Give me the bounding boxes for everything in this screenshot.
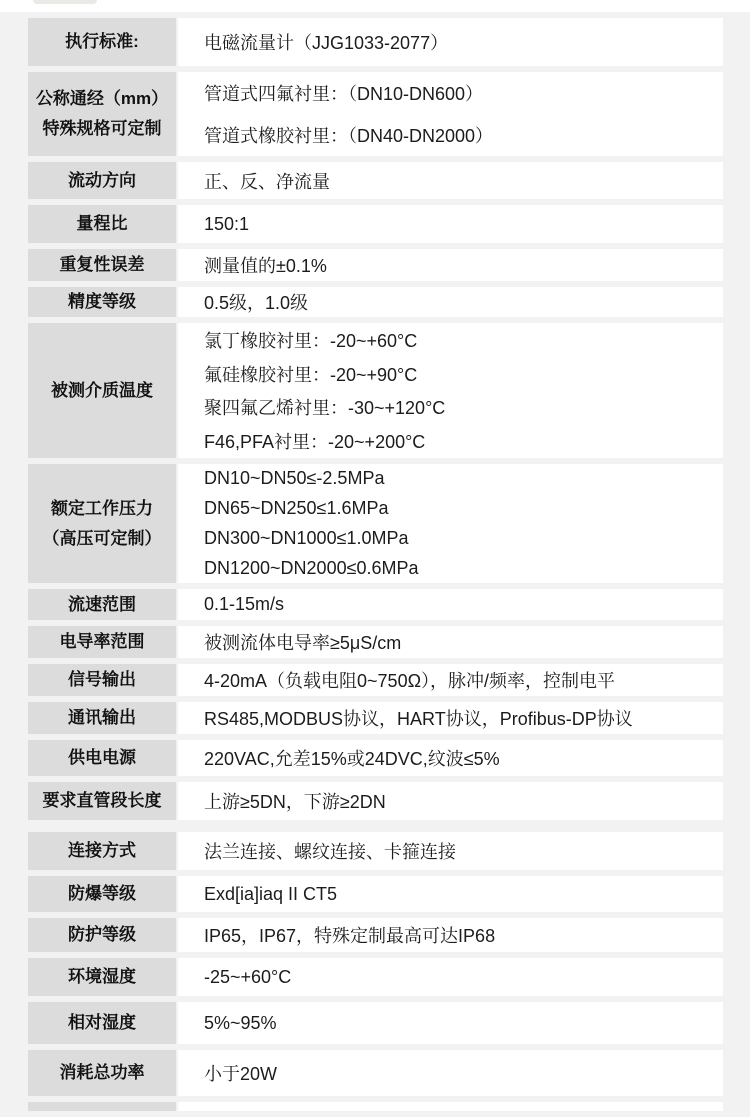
row-label-text: 额定工作压力 bbox=[51, 498, 153, 518]
row-label bbox=[28, 18, 176, 66]
table-row-nominal-diameter bbox=[28, 72, 723, 156]
row-value bbox=[178, 1050, 723, 1096]
table-row-turndown-ratio bbox=[28, 205, 723, 243]
row-value bbox=[178, 18, 723, 66]
row-value-line: 正、反、净流量 bbox=[204, 171, 330, 192]
spec-table bbox=[0, 12, 750, 1111]
row-value-line: 法兰连接、螺纹连接、卡箍连接 bbox=[204, 842, 456, 862]
row-value-line: 电磁流量计（JJG1033-2077） bbox=[204, 33, 449, 53]
row-value-line: 管道式橡胶衬里：（DN40-DN2000） bbox=[204, 126, 494, 146]
row-value bbox=[178, 782, 723, 820]
table-row-ambient-temperature bbox=[28, 958, 723, 996]
row-label-text: 精度等级 bbox=[68, 292, 136, 311]
table-row-connection-type bbox=[28, 832, 723, 870]
row-value bbox=[178, 832, 723, 870]
row-value-line: DN10~DN50≤-2.5MPa bbox=[204, 468, 385, 489]
row-value-line: IP65，IP67，特殊定制最高可达IP68 bbox=[204, 926, 496, 946]
row-value bbox=[178, 664, 723, 696]
row-label-text: 通讯输出 bbox=[68, 708, 136, 727]
row-label-text: 消耗总功率 bbox=[59, 1063, 145, 1082]
row-label bbox=[28, 205, 176, 243]
row-value-line: 上游≥5DN，下游≥2DN bbox=[204, 792, 386, 812]
row-label-text: 环境湿度 bbox=[68, 967, 136, 986]
row-label-text: 要求直管段长度 bbox=[42, 791, 162, 810]
row-label-text: 被测介质温度 bbox=[51, 380, 153, 400]
row-label-text: 电导率范围 bbox=[59, 632, 145, 651]
row-value-line: 氟硅橡胶衬里：-20~+90°C bbox=[204, 364, 418, 385]
row-label-text: 量程比 bbox=[76, 214, 128, 233]
row-label bbox=[28, 72, 176, 156]
row-value bbox=[178, 1102, 723, 1111]
row-label-text-line2: （高压可定制） bbox=[42, 528, 162, 548]
row-label bbox=[28, 1050, 176, 1096]
row-label bbox=[28, 782, 176, 820]
row-value bbox=[178, 1002, 723, 1044]
row-value bbox=[178, 323, 723, 458]
row-value-line: RS485,MODBUS协议，HART协议，Profibus-DP协议 bbox=[204, 709, 633, 729]
row-value-line: 被测流体电导率≥5μS/cm bbox=[204, 633, 402, 653]
row-value bbox=[178, 626, 723, 658]
row-value bbox=[178, 589, 723, 620]
row-label bbox=[28, 740, 176, 776]
row-label-text: 信号输出 bbox=[68, 670, 136, 689]
row-value bbox=[178, 205, 723, 243]
row-label bbox=[28, 626, 176, 658]
row-value bbox=[178, 702, 723, 734]
row-value-line: Exd[ia]iaq II CT5 bbox=[204, 883, 338, 904]
row-value bbox=[178, 464, 723, 583]
row-label bbox=[28, 1102, 176, 1111]
row-label-text: 流速范围 bbox=[68, 594, 136, 614]
row-label bbox=[28, 287, 176, 317]
table-row-protection-rating bbox=[28, 918, 723, 952]
row-label bbox=[28, 589, 176, 620]
row-value-line: 4-20mA（负载电阻0~750Ω），脉冲/频率，控制电平 bbox=[204, 671, 616, 691]
row-value bbox=[178, 958, 723, 996]
row-label-text: 相对湿度 bbox=[68, 1013, 136, 1032]
row-value-line: DN300~DN1000≤1.0MPa bbox=[204, 527, 409, 548]
table-row-total-power-consumption bbox=[28, 1050, 723, 1096]
table-row-cutoff-fragment bbox=[28, 1102, 723, 1111]
row-value bbox=[178, 918, 723, 952]
row-label-text-line2: 特殊规格可定制 bbox=[42, 119, 162, 138]
row-value-line: 聚四氟乙烯衬里：-30~+120°C bbox=[204, 398, 446, 419]
row-label bbox=[28, 918, 176, 952]
row-label-text: 重复性误差 bbox=[59, 255, 145, 274]
table-row-power-supply bbox=[28, 740, 723, 776]
row-value-line: -25~+60°C bbox=[204, 966, 292, 987]
row-label bbox=[28, 249, 176, 281]
row-label bbox=[28, 162, 176, 199]
row-label bbox=[28, 1002, 176, 1044]
row-value-line: 小于20W bbox=[204, 1064, 278, 1084]
row-value bbox=[178, 287, 723, 317]
row-label-text: 防护等级 bbox=[68, 925, 136, 944]
row-value-line: 氯丁橡胶衬里：-20~+60°C bbox=[204, 330, 418, 351]
table-row-rated-working-pressure bbox=[28, 464, 723, 583]
row-value-line: 0.1-15m/s bbox=[204, 594, 285, 614]
row-value-line: F46,PFA衬里：-20~+200°C bbox=[204, 432, 426, 453]
row-value-line: 5%~95% bbox=[204, 1012, 277, 1033]
row-label bbox=[28, 323, 176, 458]
row-label bbox=[28, 832, 176, 870]
row-value-line: 150:1 bbox=[204, 213, 250, 234]
row-label bbox=[28, 876, 176, 912]
table-row-conductivity-range bbox=[28, 626, 723, 658]
row-label-text: 连接方式 bbox=[68, 841, 136, 860]
row-value-line: DN65~DN250≤1.6MPa bbox=[204, 498, 389, 519]
row-value-line: 220VAC,允差15%或24DVC,纹波≤5% bbox=[204, 749, 500, 769]
row-value-line: 管道式四氟衬里：（DN10-DN600） bbox=[204, 84, 484, 104]
row-label bbox=[28, 664, 176, 696]
row-label-text: 供电电源 bbox=[68, 748, 136, 767]
row-value-line: 0.5级，1.0级 bbox=[204, 293, 309, 313]
top-edge-fragment bbox=[33, 0, 97, 4]
row-label-text: 防爆等级 bbox=[68, 884, 136, 903]
table-row-executive-standard bbox=[28, 18, 723, 66]
table-row-medium-temperature bbox=[28, 323, 723, 458]
row-value-line: DN1200~DN2000≤0.6MPa bbox=[204, 557, 419, 578]
row-label bbox=[28, 702, 176, 734]
table-row-straight-pipe-length bbox=[28, 782, 723, 820]
top-strip bbox=[0, 0, 750, 12]
row-value bbox=[178, 72, 723, 156]
table-row-repeatability-error bbox=[28, 249, 723, 281]
row-label bbox=[28, 464, 176, 583]
table-row-velocity-range bbox=[28, 589, 723, 620]
table-row-signal-output bbox=[28, 664, 723, 696]
row-value bbox=[178, 740, 723, 776]
row-value bbox=[178, 162, 723, 199]
table-row-relative-humidity bbox=[28, 1002, 723, 1044]
table-row-communication-output bbox=[28, 702, 723, 734]
row-value bbox=[178, 249, 723, 281]
table-row-explosion-proof-rating bbox=[28, 876, 723, 912]
table-row-accuracy-class bbox=[28, 287, 723, 317]
table-row-flow-direction bbox=[28, 162, 723, 199]
row-value bbox=[178, 876, 723, 912]
row-label-text: 公称通经（mm） bbox=[35, 89, 169, 108]
row-value-line: 测量值的±0.1% bbox=[204, 256, 327, 276]
row-label-text: 流动方向 bbox=[68, 170, 136, 190]
row-label-text: 执行标准: bbox=[65, 32, 139, 51]
row-label bbox=[28, 958, 176, 996]
